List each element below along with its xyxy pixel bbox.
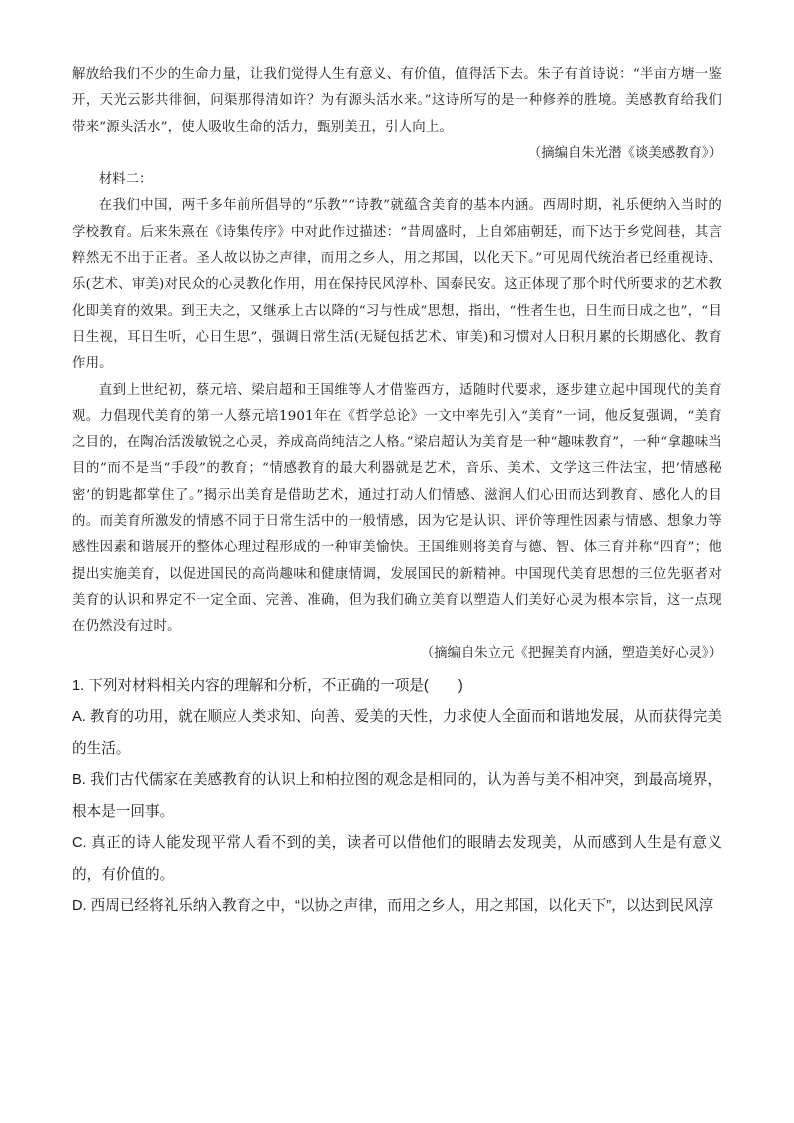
option-a: A. 教育的功用，就在顺应人类求知、向善、爱美的天性，力求使人全面而和谐地发展，从而获得完美的生活。 bbox=[72, 709, 722, 757]
option-d: D. 西周已经将礼乐纳入教育之中，“以协之声律，而用之乡人，用之邦国，以化天下”，以达到民风淳 bbox=[72, 898, 714, 915]
material2-label: 材料二： bbox=[98, 172, 153, 188]
document-page bbox=[72, 62, 722, 923]
option-b: B. 我们古代儒家在美感教育的认识上和柏拉图的观念是相同的，认为善与美不相冲突，到最高境界，根本是一回事。 bbox=[72, 772, 722, 820]
question-stem: 1. 下列对材料相关内容的理解和分析，不正确的一项是( ) bbox=[72, 677, 463, 694]
material2-source: （摘编自朱立元《把握美育内涵，塑造美好心灵》） bbox=[420, 645, 722, 661]
material1-tail-paragraph: 解放给我们不少的生命力量，让我们觉得人生有意义、有价值，值得活下去。朱子有首诗说：“半亩方塘一鉴开，天光云影共徘徊，问渠那得清如许？为有源头活水来。”这诗所写的是一种修养的胜境。美感教育给我们带来“源头活水”，使人吸收生命的活力，甄别美丑，引人向上。 bbox=[72, 67, 722, 135]
material2-paragraph: 在我们中国，两千多年前所倡导的“乐教”“诗教”就蕴含美育的基本内涵。西周时期，礼乐便纳入当时的学校教育。后来朱熹在《诗集传序》中对此作过描述：“昔周盛时，上自郊庙朝廷，而下达于乡党闾巷，其言粹然无不出于正者。圣人故以协之声律，而用之乡人，用之邦国，以化天下。”可见周代统治者已经重视诗、乐(艺术、审美)对民众的心灵教化作用，用在保持民风淳朴、国泰民安。这正体现了那个时代所要求的艺术教化即美育的效果。到王夫之，又继承上古以降的“习与性成”思想，指出，“性者生也，日生而日成之也”，“目日生视，耳日生听，心日生思”，强调日常生活(无疑包括艺术、审美)和习惯对人日积月累的长期感化、教育作用。 bbox=[72, 198, 722, 372]
question-1 bbox=[72, 671, 722, 923]
option-c: C. 真正的诗人能发现平常人看不到的美，读者可以借他们的眼睛去发现美，从而感到人生是有意义的，有价值的。 bbox=[72, 835, 722, 883]
material2-paragraph: 直到上世纪初，蔡元培、梁启超和王国维等人才借鉴西方，适随时代要求，逐步建立起中国现代的美育观。力倡现代美育的第一人蔡元培1901年在《哲学总论》一文中率先引入“美育”一词，他反复强调，“美育之目的，在陶冶活泼敏锐之心灵，养成高尚纯洁之人格。”梁启超认为美育是一种“趣味教育”，一种“拿趣味当目的”而不是当“手段”的教育；“情感教育的最大利器就是艺术，音乐、美术、文学这三件法宝，把‘情感秘密’的钥匙都掌住了。”揭示出美育是借助艺术，通过打动人们情感、滋润人们心田而达到教育、感化人的目的。而美育所激发的情感不同于日常生活中的一般情感，因为它是认识、评价等理性因素与情感、想象力等感性因素和谐展开的整体心理过程形成的一种审美愉快。王国维则将美育与德、智、体三育并称“四育”；他提出实施美育，以促进国民的高尚趣味和健康情调，发展国民的新精神。中国现代美育思想的三位先驱者对美育的认识和界定不一定全面、完善、准确，但为我们确立美育以塑造人们美好心灵为根本宗旨，这一点现在仍然没有过时。 bbox=[72, 382, 722, 635]
material1-source: （摘编自朱光潜《谈美感教育》） bbox=[527, 145, 722, 161]
